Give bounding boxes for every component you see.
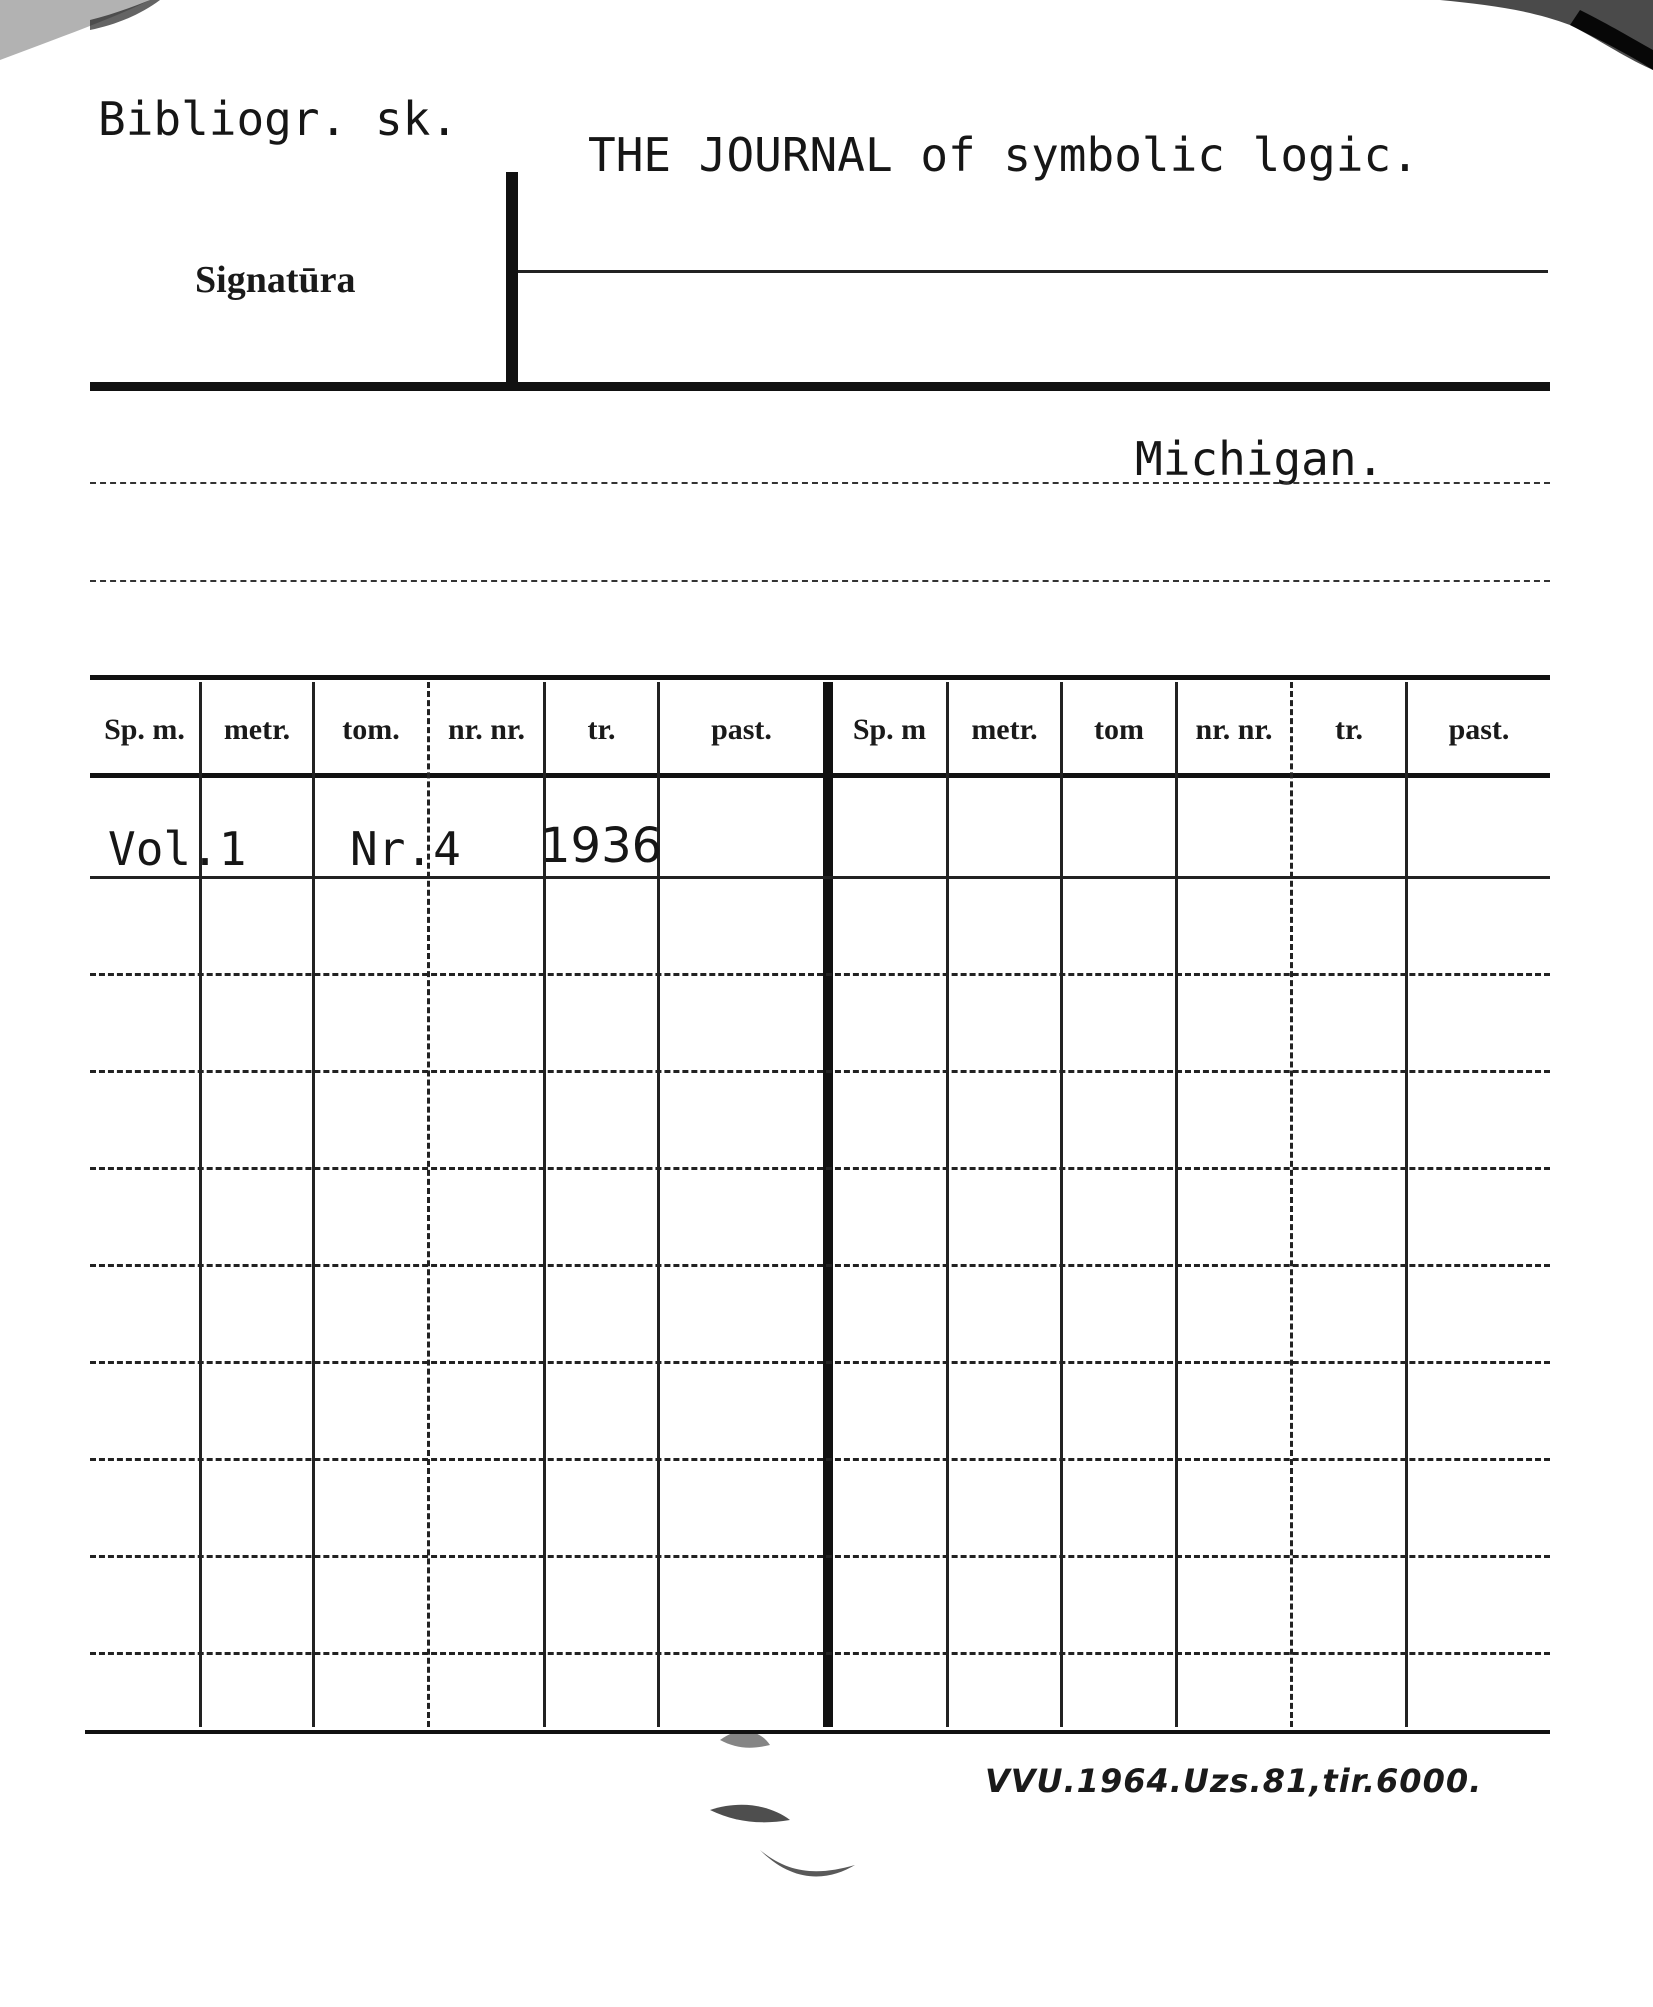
bibliography-section-label: Bibliogr. sk.	[98, 92, 459, 146]
col-header-tom: tom.	[342, 713, 400, 746]
row-rule	[90, 1652, 1550, 1655]
col-divider	[1290, 682, 1293, 1727]
row-rule	[90, 1555, 1550, 1558]
scan-smudge-top-left	[0, 0, 160, 70]
col-divider	[1405, 682, 1408, 1727]
col-header-tr: tr.	[587, 713, 616, 746]
row-rule	[90, 973, 1550, 976]
print-run-note: VVU.1964.Uzs.81,tir.6000.	[985, 1762, 1483, 1800]
scan-smudge-top-right	[1240, 0, 1653, 70]
table-header-rule	[90, 773, 1550, 778]
col-header-nr-nr: nr. nr.	[448, 713, 525, 746]
col-header-sp-m-right: Sp. m	[852, 713, 927, 746]
col-divider	[1060, 682, 1063, 1727]
col-header-past: past.	[711, 713, 772, 746]
col-header-past-right: past.	[1448, 713, 1510, 746]
header-rule	[90, 382, 1550, 391]
entry-year: 1936	[540, 818, 663, 874]
col-header-metr-right: metr.	[971, 713, 1038, 746]
row-rule	[90, 1070, 1550, 1073]
col-divider	[946, 682, 949, 1727]
col-header-metr: metr.	[223, 713, 291, 746]
journal-title: THE JOURNAL of symbolic logic.	[588, 128, 1419, 182]
col-divider	[1175, 682, 1178, 1727]
info-line-2	[90, 580, 1550, 582]
col-header-tr-right: tr.	[1334, 713, 1364, 746]
row-rule	[90, 1458, 1550, 1461]
place-of-publication: Michigan.	[1135, 432, 1385, 486]
col-divider	[312, 682, 315, 1727]
signature-label: Signatūra	[195, 259, 356, 301]
entry-number: Nr.4	[350, 822, 461, 876]
row-rule	[90, 1167, 1550, 1170]
col-header-tom-right: tom	[1094, 713, 1144, 746]
row-rule	[90, 1361, 1550, 1364]
table-top-rule	[90, 675, 1550, 680]
title-underline	[518, 270, 1548, 273]
row-rule	[90, 1264, 1550, 1267]
col-header-sp-m: Sp. m.	[104, 713, 185, 746]
signature-divider	[506, 172, 518, 382]
table-bottom-rule	[85, 1730, 1550, 1734]
entry-volume: Vol.1	[108, 822, 247, 876]
col-header-nr-nr-right: nr. nr.	[1195, 713, 1273, 746]
table-center-divider	[823, 682, 833, 1727]
row-rule	[90, 876, 1550, 879]
info-line-1	[90, 482, 1550, 484]
